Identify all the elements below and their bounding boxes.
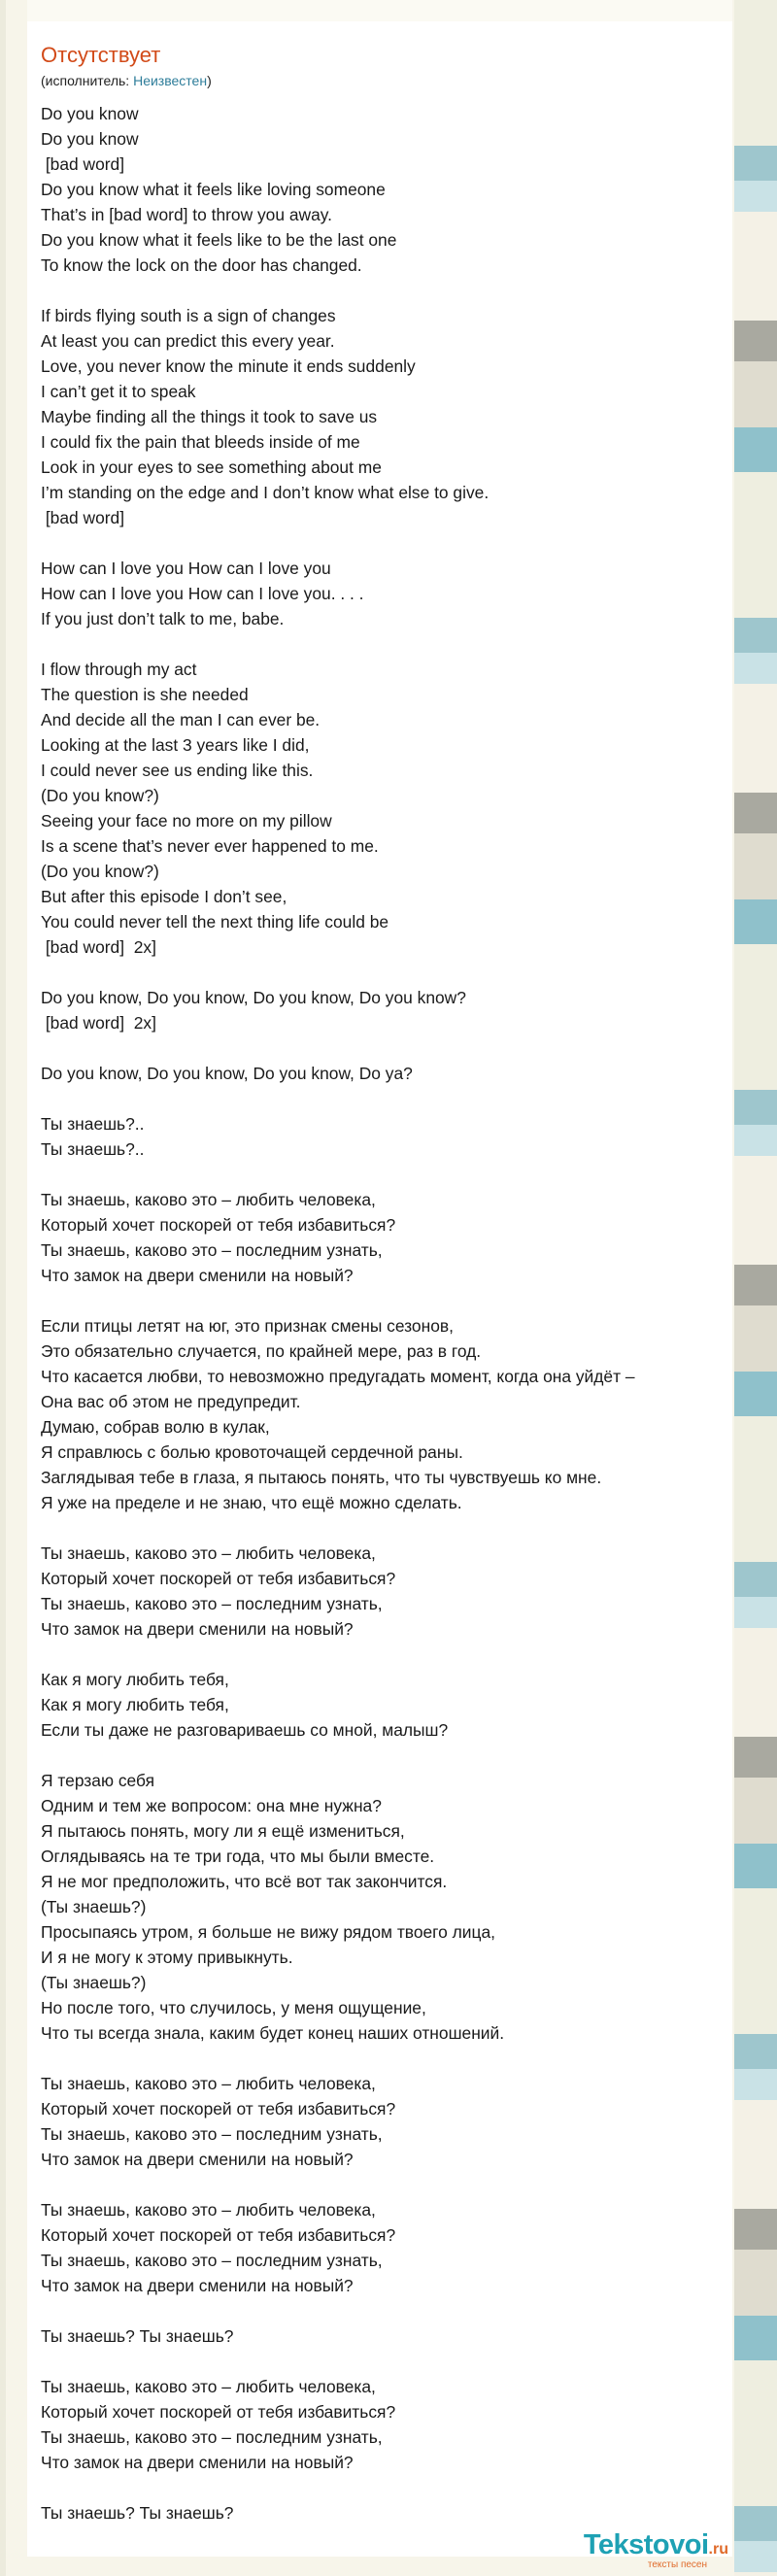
lyric-line: Одним и тем же вопросом: она мне нужна? xyxy=(41,1796,382,1815)
lyric-line: Который хочет поскорей от тебя избавиться? xyxy=(41,1569,396,1588)
lyric-blank-line xyxy=(41,1035,721,1061)
lyric-line: И я не могу к этому привыкнуть. xyxy=(41,1948,293,1967)
lyric-line: I could fix the pain that bleeds inside of me xyxy=(41,432,360,452)
lyric-line: Что замок на двери сменили на новый? xyxy=(41,2276,354,2295)
lyric-blank-line xyxy=(41,960,721,985)
lyric-line: Как я могу любить тебя, xyxy=(41,1670,229,1689)
lyric-line: Что замок на двери сменили на новый? xyxy=(41,2150,354,2169)
lyric-line: If birds flying south is a sign of changes xyxy=(41,306,336,325)
lyric-line: [bad word] xyxy=(41,508,125,527)
lyric-line: Я уже на пределе и не знаю, что ещё можно сделать. xyxy=(41,1493,462,1512)
lyric-line: Что ты всегда знала, каким будет конец наших отношений. xyxy=(41,2023,505,2043)
lyric-line: At least you can predict this every year. xyxy=(41,331,335,351)
lyric-line: I’m standing on the edge and I don’t know what else to give. xyxy=(41,483,490,502)
lyric-line: (Ты знаешь?) xyxy=(41,1973,147,1992)
artist-link[interactable]: Неизвестен xyxy=(133,73,208,88)
lyric-line: Она вас об этом не предупредит. xyxy=(41,1392,301,1411)
lyric-blank-line xyxy=(41,1288,721,1313)
artist-line xyxy=(41,72,212,89)
lyric-line: Seeing your face no more on my pillow xyxy=(41,811,332,830)
lyric-line: To know the lock on the door has changed. xyxy=(41,255,362,275)
lyric-line: Do you know what it feels like to be the last one xyxy=(41,230,397,250)
lyric-blank-line xyxy=(41,1162,721,1187)
lyric-line: Что замок на двери сменили на новый? xyxy=(41,1266,354,1285)
lyric-line: Я не мог предположить, что всё вот так закончится. xyxy=(41,1872,448,1891)
lyric-line: If you just don’t talk to me, babe. xyxy=(41,609,285,628)
lyrics-text xyxy=(41,101,721,2525)
song-title: Отсутствует xyxy=(41,43,161,67)
lyric-line: How can I love you How can I love you. . . . xyxy=(41,584,364,603)
song-header xyxy=(41,43,212,89)
lyric-line: But after this episode I don’t see, xyxy=(41,887,287,906)
lyric-line: Do you know xyxy=(41,129,139,149)
lyric-line: Looking at the last 3 years like I did, xyxy=(41,735,310,755)
lyric-line: Ты знаешь, каково это – последним узнать, xyxy=(41,2427,383,2447)
lyric-line: Я пытаюсь понять, могу ли я ещё измениться, xyxy=(41,1821,405,1841)
lyric-line: Ты знаешь, каково это – последним узнать, xyxy=(41,1240,383,1260)
lyric-line: [bad word] 2x] xyxy=(41,937,156,957)
lyric-line: Который хочет поскорей от тебя избавиться? xyxy=(41,2402,396,2422)
lyric-line: [bad word] 2x] xyxy=(41,1013,156,1033)
lyric-line: Ты знаешь? Ты знаешь? xyxy=(41,2326,234,2346)
lyric-line: Ты знаешь, каково это – любить человека, xyxy=(41,1543,376,1563)
lyric-line: Ты знаешь, каково это – любить человека, xyxy=(41,2200,376,2220)
artist-prefix: (исполнитель: xyxy=(41,73,134,88)
lyric-line: Думаю, собрав волю в кулак, xyxy=(41,1417,270,1437)
lyric-line: Do you know, Do you know, Do you know, Do ya? xyxy=(41,1064,413,1083)
lyric-blank-line xyxy=(41,631,721,657)
lyric-line: Maybe finding all the things it took to save us xyxy=(41,407,378,426)
lyric-line: Который хочет поскорей от тебя избавиться? xyxy=(41,1215,396,1235)
lyric-line: Ты знаешь, каково это – любить человека, xyxy=(41,1190,376,1209)
lyric-line: I could never see us ending like this. xyxy=(41,761,314,780)
lyric-blank-line xyxy=(41,1743,721,1768)
lyric-blank-line xyxy=(41,2046,721,2071)
lyric-line: Do you know, Do you know, Do you know, Do you know? xyxy=(41,988,466,1007)
lyric-line: Я терзаю себя xyxy=(41,1771,154,1790)
lyric-line: Is a scene that’s never ever happened to me. xyxy=(41,836,379,856)
lyric-blank-line xyxy=(41,530,721,556)
lyric-line: [bad word] xyxy=(41,154,125,174)
lyric-line: Оглядываясь на те три года, что мы были вместе. xyxy=(41,1847,435,1866)
logo-wordmark: Tekstovoi xyxy=(583,2529,709,2560)
lyric-line: Ты знаешь, каково это – последним узнать, xyxy=(41,2251,383,2270)
lyric-line: Если птицы летят на юг, это признак смены сезонов, xyxy=(41,1316,454,1336)
lyric-blank-line xyxy=(41,1515,721,1541)
lyric-blank-line xyxy=(41,1642,721,1667)
card-top-band xyxy=(27,0,732,21)
site-logo[interactable] xyxy=(584,2530,728,2570)
lyric-line: (Ты знаешь?) xyxy=(41,1897,147,1916)
lyric-line: Что замок на двери сменили на новый? xyxy=(41,1619,354,1639)
lyric-line: Я справлюсь с болью кровоточащей сердечной раны. xyxy=(41,1442,463,1462)
lyric-line: Ты знаешь?.. xyxy=(41,1114,145,1134)
lyric-line: Love, you never know the minute it ends suddenly xyxy=(41,356,416,376)
lyric-blank-line xyxy=(41,2349,721,2374)
lyric-line: Если ты даже не разговариваешь со мной, малыш? xyxy=(41,1720,449,1740)
lyric-line: The question is she needed xyxy=(41,685,249,704)
lyric-line: Заглядывая тебе в глаза, я пытаюсь понять, что ты чувствуешь ко мне. xyxy=(41,1468,602,1487)
lyric-line: Который хочет поскорей от тебя избавиться? xyxy=(41,2225,396,2245)
lyric-line: You could never tell the next thing life could be xyxy=(41,912,389,932)
lyric-line: (Do you know?) xyxy=(41,862,159,881)
lyric-line: Do you know xyxy=(41,104,139,123)
lyric-line: I flow through my act xyxy=(41,660,197,679)
lyric-line: And decide all the man I can ever be. xyxy=(41,710,321,729)
lyric-line: Что касается любви, то невозможно предугадать момент, когда она уйдёт – xyxy=(41,1367,635,1386)
lyric-blank-line xyxy=(41,278,721,303)
lyric-line: (Do you know?) xyxy=(41,786,159,805)
page-left-edge xyxy=(0,0,6,2576)
lyric-blank-line xyxy=(41,2475,721,2500)
lyric-line: I can’t get it to speak xyxy=(41,382,196,401)
lyric-line: Но после того, что случилось, у меня ощущение, xyxy=(41,1998,426,2017)
lyric-line: Это обязательно случается, по крайней мере, раз в год. xyxy=(41,1341,482,1361)
lyric-line: Ты знаешь?.. xyxy=(41,1139,145,1159)
lyric-line: Как я могу любить тебя, xyxy=(41,1695,229,1714)
lyric-line: Do you know what it feels like loving someone xyxy=(41,180,386,199)
lyric-line: That’s in [bad word] to throw you away. xyxy=(41,205,332,224)
decorative-side-stripes xyxy=(734,0,777,2576)
lyric-blank-line xyxy=(41,2298,721,2323)
lyric-line: Что замок на двери сменили на новый? xyxy=(41,2453,354,2472)
lyric-line: Ты знаешь? Ты знаешь? xyxy=(41,2503,234,2523)
lyric-line: How can I love you How can I love you xyxy=(41,559,331,578)
lyric-line: Ты знаешь, каково это – любить человека, xyxy=(41,2074,376,2093)
lyric-line: Ты знаешь, каково это – последним узнать, xyxy=(41,1594,383,1613)
logo-tagline: тексты песен xyxy=(647,2559,707,2570)
lyric-blank-line xyxy=(41,2172,721,2197)
lyric-blank-line xyxy=(41,1086,721,1111)
lyric-line: Просыпаясь утром, я больше не вижу рядом твоего лица, xyxy=(41,1922,495,1942)
lyric-line: Который хочет поскорей от тебя избавиться? xyxy=(41,2099,396,2118)
logo-domain-suffix: .ru xyxy=(708,2541,728,2558)
lyric-line: Look in your eyes to see something about me xyxy=(41,458,382,477)
lyric-line: Ты знаешь, каково это – любить человека, xyxy=(41,2377,376,2396)
artist-suffix: ) xyxy=(207,73,212,88)
lyric-line: Ты знаешь, каково это – последним узнать, xyxy=(41,2124,383,2144)
